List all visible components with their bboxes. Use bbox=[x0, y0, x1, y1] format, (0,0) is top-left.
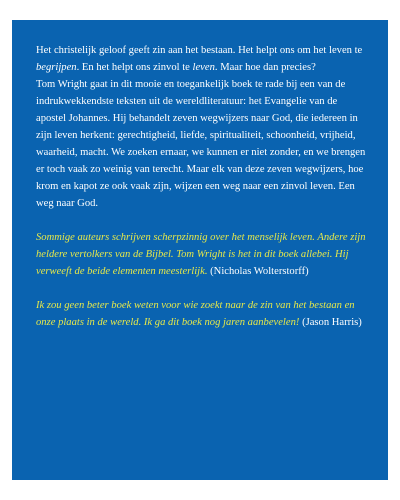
intro-emphasis-begrijpen: begrijpen bbox=[36, 62, 77, 73]
quote-1 bbox=[36, 229, 366, 280]
quote-2-author: (Jason Harris) bbox=[302, 317, 362, 328]
quote-1-text: Sommige auteurs schrijven scherpzinnig over het menselijk leven. Andere zijn heldere vertolkers van de Bijbel. Tom Wright is het in dit boek allebei. Hij verweeft de beide elementen meesterlijk. bbox=[36, 232, 366, 277]
spacer bbox=[36, 280, 366, 297]
intro-text-b: . En het helpt ons zinvol te bbox=[76, 62, 193, 73]
quote-2 bbox=[36, 297, 366, 331]
quote-1-author: (Nicholas Wolterstorff) bbox=[210, 266, 309, 277]
intro-text-c: . Maar hoe dan precies? bbox=[214, 62, 316, 73]
intro-emphasis-leven: leven bbox=[192, 62, 215, 73]
intro-text-a: Het christelijk geloof geeft zin aan het bestaan. Het helpt ons om het leven te bbox=[36, 45, 363, 56]
intro-paragraph-2: Tom Wright gaat in dit mooie en toegankelijk boek te rade bij een van de indrukwekkendste teksten uit de wereldliteratuur: het Evangelie van de apostel Johannes. Hij behandelt zeven wegwijzers naar God, die iedereen in zijn leven herkent: gerechtigheid, liefde, spiritualiteit, schoonheid, vrijheid, waarheid, macht. We zoeken ernaar, we kunnen er niet zonder, en we brengen er toch vaak zo weinig van terecht. Maar elk van deze zeven wegwijzers, hoe krom en kapot ze ook vaak zijn, wijzen een weg naar een zinvol leven. Een weg naar God. bbox=[36, 79, 366, 209]
spacer bbox=[36, 212, 366, 229]
intro-paragraph-1 bbox=[36, 42, 366, 76]
back-cover-panel bbox=[12, 20, 388, 480]
quote-2-text: Ik zou geen beter boek weten voor wie zoekt naar de zin van het bestaan en onze plaats in de wereld. Ik ga dit boek nog jaren aanbevelen! bbox=[36, 300, 355, 328]
